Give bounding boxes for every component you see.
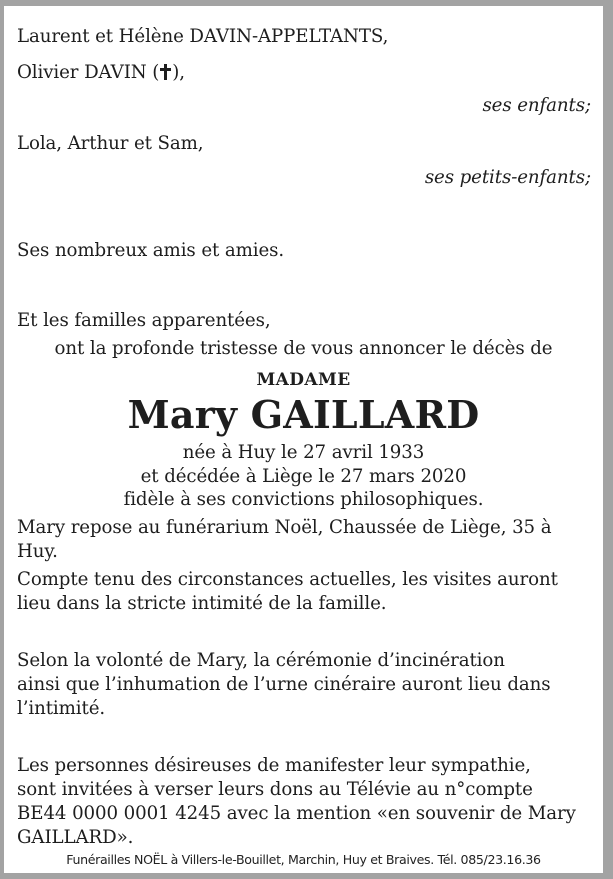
death-line: et décédée à Liège le 27 mars 2020 bbox=[140, 466, 467, 487]
rest-line-1: Mary repose au funérarium Noël, Chaussée de Liège, 35 à bbox=[17, 517, 552, 538]
grandchildren-line: Lola, Arthur et Sam, bbox=[17, 133, 204, 154]
donation-line-3: BE44 0000 0001 4245 avec la mention «en souvenir de Mary bbox=[17, 803, 576, 824]
ceremony-line-1: Selon la volonté de Mary, la cérémonie d’incinération bbox=[17, 650, 505, 671]
visits-line-2: lieu dans la stricte intimité de la famille. bbox=[17, 593, 387, 614]
announcement-intro: ont la profonde tristesse de vous annoncer le décès de bbox=[54, 338, 553, 359]
grandchildren-role: ses petits-enfants; bbox=[424, 167, 591, 188]
donation-line-2: sont invitées à verser leurs dons au Télévie au n°compte bbox=[17, 779, 533, 800]
convictions-line: fidèle à ses convictions philosophiques. bbox=[123, 489, 484, 510]
ceremony-line-2: ainsi que l’inhumation de l’urne cinéraire auront lieu dans bbox=[17, 674, 551, 695]
visits-line-1: Compte tenu des circonstances actuelles, les visites auront bbox=[17, 569, 558, 590]
latin-cross-icon bbox=[160, 64, 171, 80]
children-line-2-end: ), bbox=[172, 62, 185, 83]
deceased-son-name: Olivier DAVIN ( bbox=[17, 62, 160, 83]
relatives-line: Et les familles apparentées, bbox=[17, 310, 271, 331]
donation-line-1: Les personnes désireuses de manifester leur sympathie, bbox=[17, 755, 531, 776]
ceremony-line-3: l’intimité. bbox=[17, 698, 106, 719]
obituary-notice bbox=[4, 6, 603, 873]
deceased-title: MADAME bbox=[256, 370, 351, 390]
donation-line-4: GAILLARD». bbox=[17, 827, 134, 848]
rest-line-2: Huy. bbox=[17, 541, 58, 562]
children-role: ses enfants; bbox=[482, 95, 591, 116]
birth-line: née à Huy le 27 avril 1933 bbox=[182, 442, 425, 463]
deceased-name: Mary GAILLARD bbox=[127, 392, 480, 437]
children-line-1: Laurent et Hélène DAVIN-APPELTANTS, bbox=[17, 26, 389, 47]
friends-line: Ses nombreux amis et amies. bbox=[17, 240, 285, 261]
children-line-2 bbox=[17, 61, 185, 85]
funeral-home-footer: Funérailles NOËL à Villers-le-Bouillet, Marchin, Huy et Braives. Tél. 085/23.16.36 bbox=[66, 852, 541, 867]
